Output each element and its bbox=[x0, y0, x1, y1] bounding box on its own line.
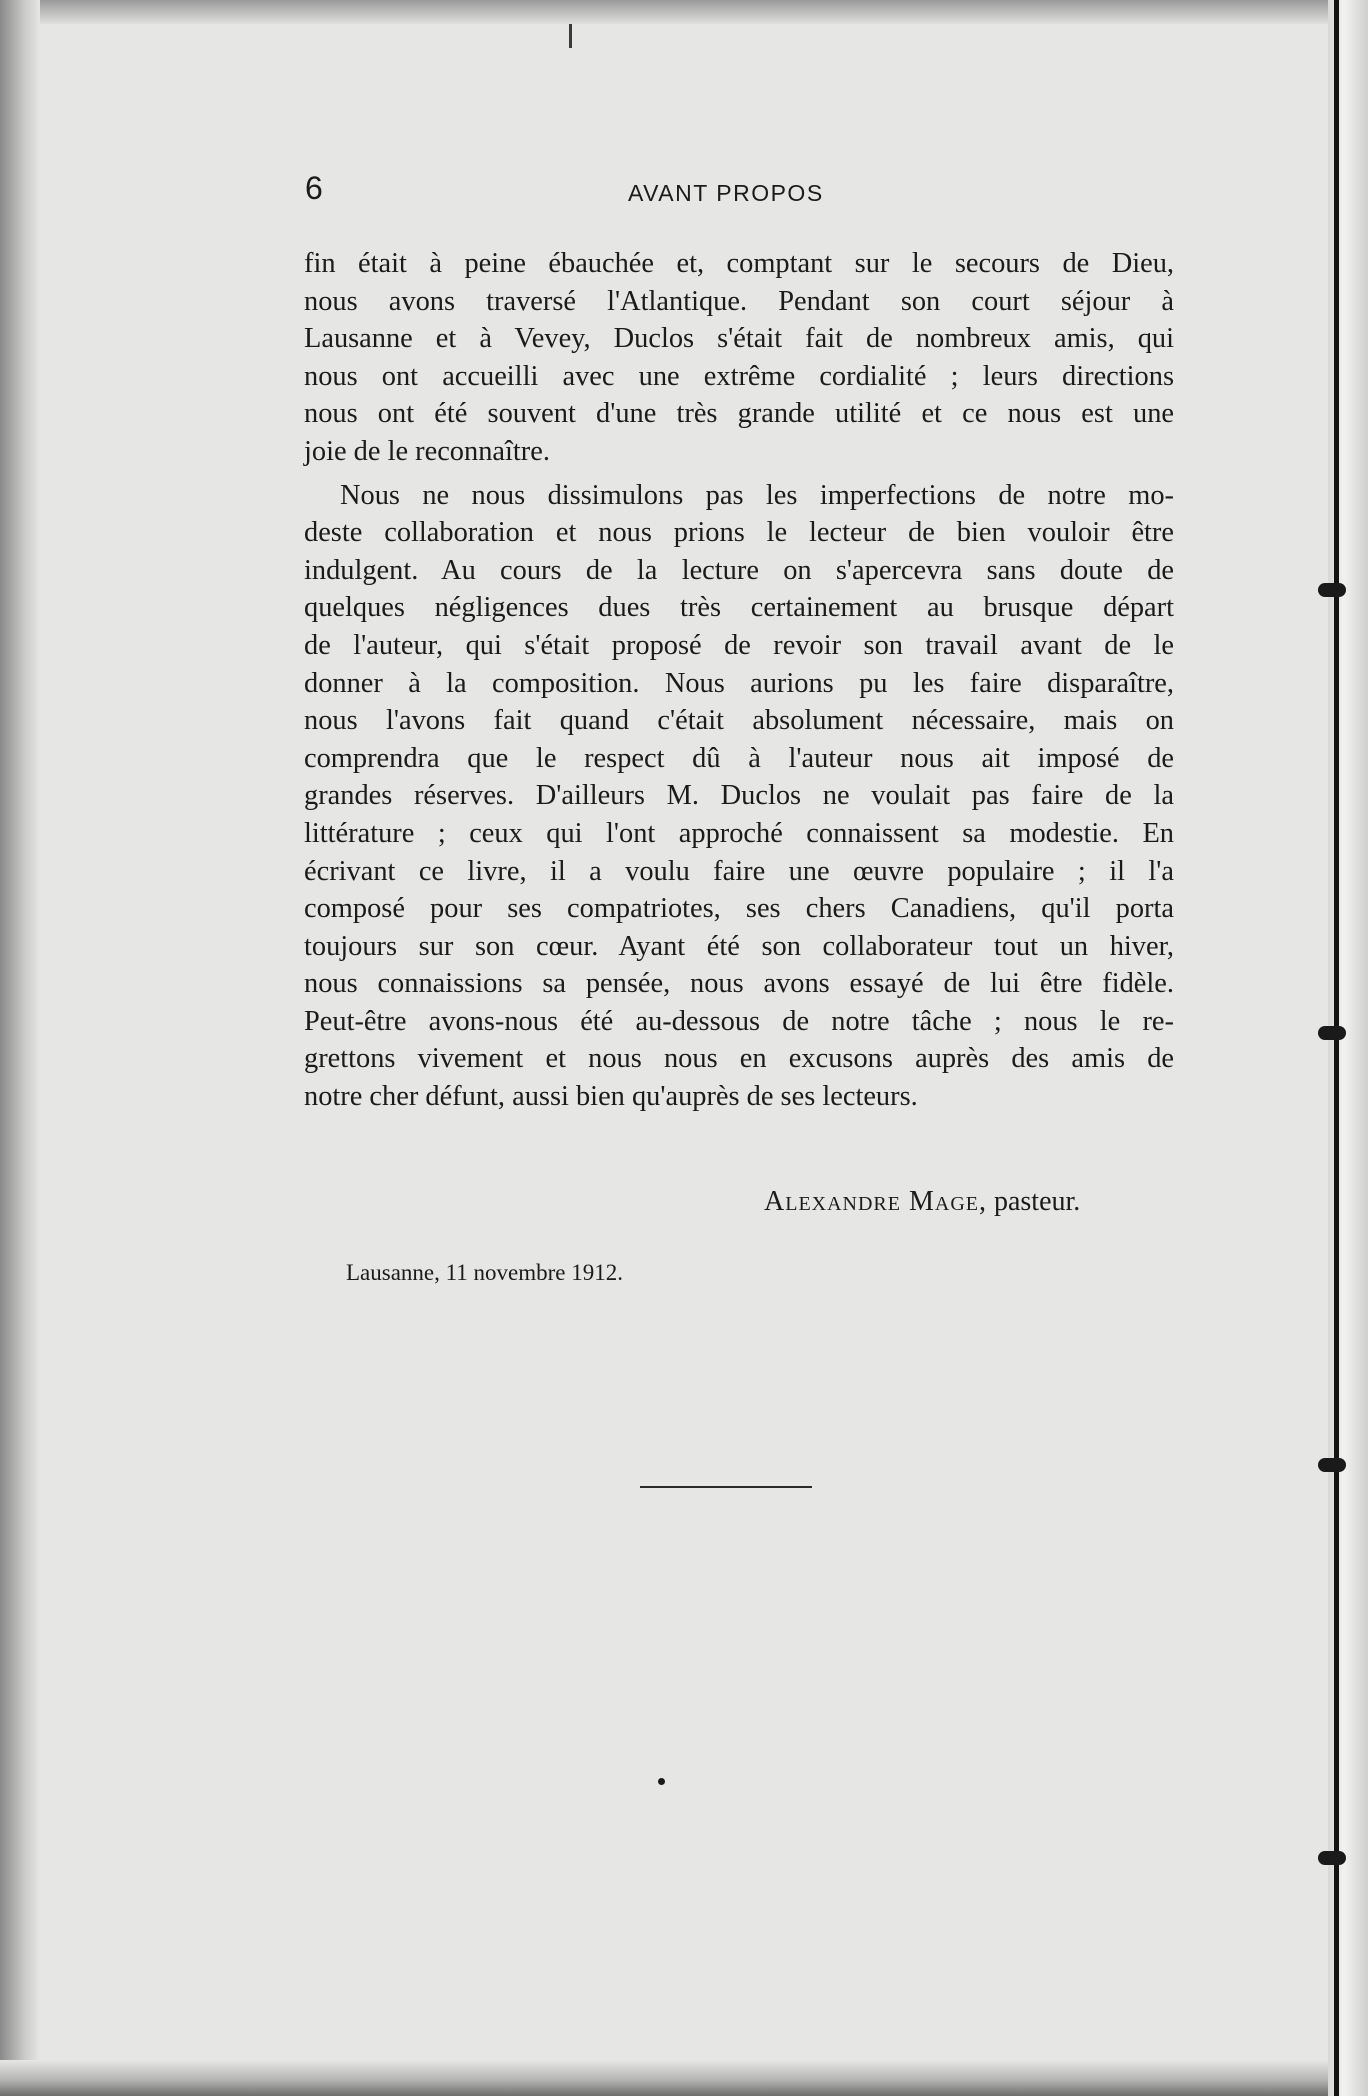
page-left-edge bbox=[0, 0, 40, 2096]
text-line: nous l'avons fait quand c'était absolument nécessaire, mais on bbox=[304, 705, 1174, 737]
page-number: 6 bbox=[305, 170, 323, 206]
text-line: littérature ; ceux qui l'ont approché connaissent sa modestie. En bbox=[304, 817, 1174, 849]
text-line: de l'auteur, qui s'était proposé de revoir son travail avant de le bbox=[304, 629, 1174, 661]
text-line: quelques négligences dues très certainement au brusque départ bbox=[304, 592, 1174, 624]
text-line: comprendra que le respect dû à l'auteur nous ait imposé de bbox=[304, 742, 1174, 774]
text-line: deste collaboration et nous prions le lecteur de bien vouloir être bbox=[304, 517, 1174, 549]
text-line: donner à la composition. Nous aurions pu les faire disparaître, bbox=[304, 667, 1174, 699]
spine-binding-line bbox=[1334, 0, 1339, 2096]
text-line: nous ont accueilli avec une extrême cordialité ; leurs directions bbox=[304, 360, 1174, 392]
signature bbox=[764, 1186, 1139, 1218]
text-line: nous avons traversé l'Atlantique. Pendant son court séjour à bbox=[304, 285, 1174, 317]
text-line: Peut-être avons-nous été au-dessous de notre tâche ; nous le re- bbox=[304, 1005, 1174, 1037]
signature-title: pasteur. bbox=[993, 1186, 1081, 1217]
running-head bbox=[305, 170, 1175, 210]
page-top-edge bbox=[0, 0, 1368, 24]
text-line: Nous ne nous dissimulons pas les imperfections de notre mo- bbox=[340, 479, 1174, 511]
text-line: grettons vivement et nous nous en excusons auprès des amis de bbox=[304, 1043, 1174, 1075]
text-line: grandes réserves. D'ailleurs M. Duclos ne voulait pas faire de la bbox=[304, 780, 1174, 812]
body-text bbox=[304, 245, 1174, 1116]
binding-clip bbox=[1318, 1851, 1346, 1865]
text-line: fin était à peine ébauchée et, comptant sur le secours de Dieu, bbox=[304, 248, 1174, 279]
binding-clip bbox=[1318, 1026, 1346, 1040]
text-line: composé pour ses compatriotes, ses chers Canadiens, qu'il porta bbox=[304, 893, 1174, 925]
signature-name: Alexandre Mage, bbox=[764, 1186, 987, 1217]
text-line: indulgent. Au cours de la lecture on s'apercevra sans doute de bbox=[304, 554, 1174, 586]
binding-clip bbox=[1318, 583, 1346, 597]
text-line: nous ont été souvent d'une très grande utilité et ce nous est une bbox=[304, 398, 1174, 430]
text-line: toujours sur son cœur. Ayant été son collaborateur tout un hiver, bbox=[304, 930, 1174, 962]
text-line: notre cher défunt, aussi bien qu'auprès de ses lecteurs. bbox=[304, 1081, 918, 1113]
dateline: Lausanne, 11 novembre 1912. bbox=[346, 1260, 623, 1285]
text-line: nous connaissions sa pensée, nous avons essayé de lui être fidèle. bbox=[304, 968, 1174, 1000]
text-line: joie de le reconnaître. bbox=[304, 435, 550, 467]
binding-clip bbox=[1318, 1458, 1346, 1472]
ink-speck bbox=[658, 1778, 665, 1785]
text-line: Lausanne et à Vevey, Duclos s'était fait de nombreux amis, qui bbox=[304, 323, 1174, 355]
running-head-title: AVANT PROPOS bbox=[628, 180, 824, 206]
section-rule bbox=[640, 1486, 812, 1488]
text-line: écrivant ce livre, il a voulu faire une œuvre populaire ; il l'a bbox=[304, 855, 1174, 887]
page-bottom-edge bbox=[0, 2060, 1368, 2096]
scan-artifact-mark bbox=[569, 24, 572, 48]
